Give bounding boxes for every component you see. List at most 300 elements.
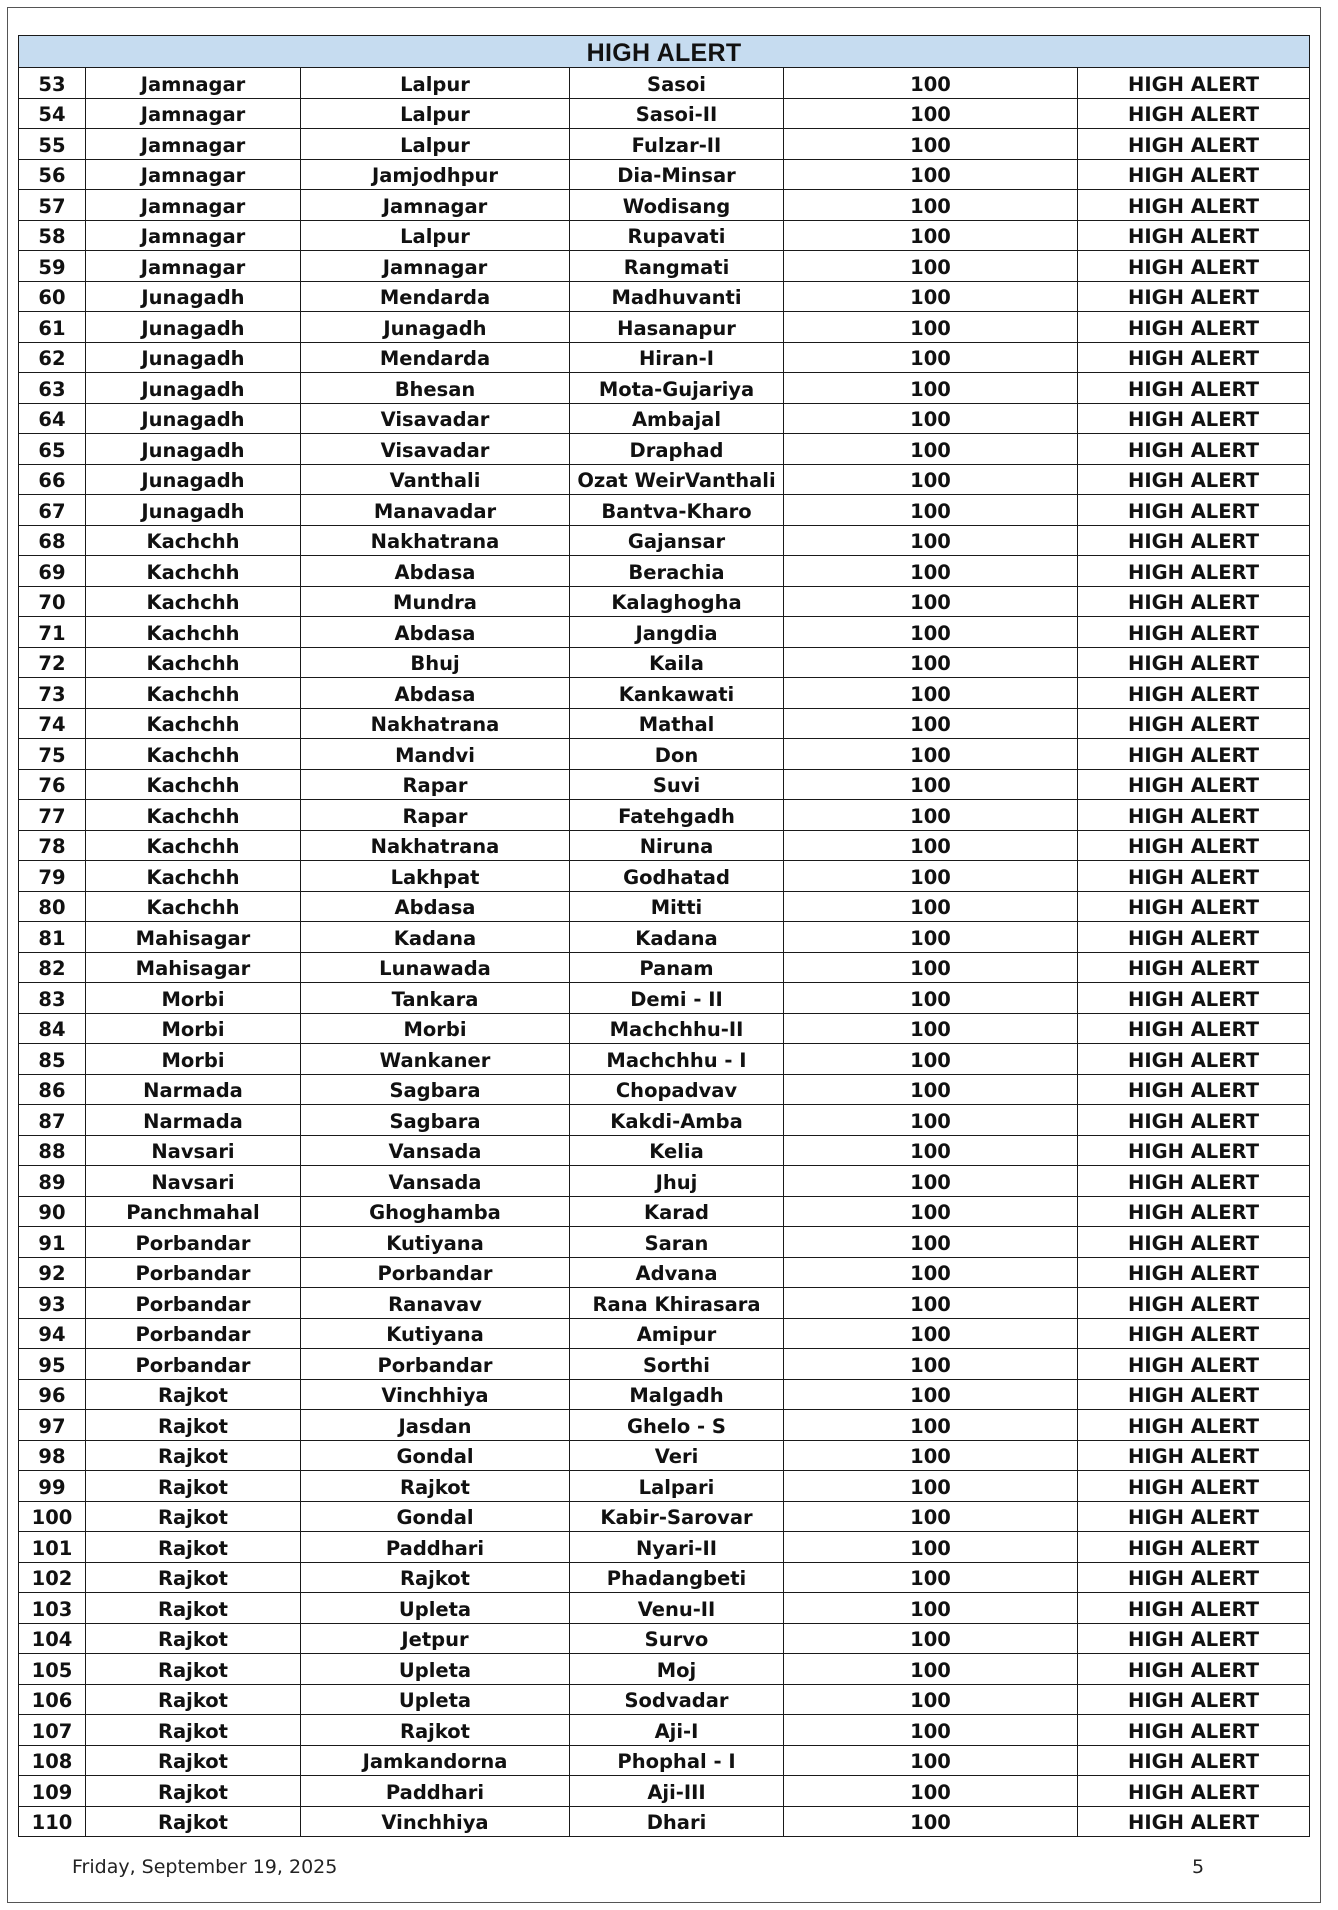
table-row (19, 434, 1310, 465)
alert-status-cell: HIGH ALERT (1078, 312, 1310, 343)
dam-name-cell: Aji-III (570, 1776, 784, 1807)
alert-status-cell: HIGH ALERT (1078, 1471, 1310, 1502)
dam-name-cell: Draphad (570, 434, 784, 465)
alert-status-cell: HIGH ALERT (1078, 373, 1310, 404)
district-cell: Kachchh (86, 647, 301, 678)
district-cell: Junagadh (86, 312, 301, 343)
table-row (19, 1654, 1310, 1685)
district-cell: Rajkot (86, 1745, 301, 1776)
row-number-cell: 79 (19, 861, 86, 892)
dam-name-cell: Nyari-II (570, 1532, 784, 1563)
alert-status-cell: HIGH ALERT (1078, 495, 1310, 526)
alert-status-cell: HIGH ALERT (1078, 861, 1310, 892)
row-number-cell: 71 (19, 617, 86, 648)
alert-status-cell: HIGH ALERT (1078, 1593, 1310, 1624)
district-cell: Junagadh (86, 342, 301, 373)
table-row (19, 1379, 1310, 1410)
taluka-cell: Visavadar (301, 434, 570, 465)
district-cell: Narmada (86, 1074, 301, 1105)
district-cell: Junagadh (86, 403, 301, 434)
dam-name-cell: Malgadh (570, 1379, 784, 1410)
percent-full-cell: 100 (784, 1654, 1078, 1685)
dam-name-cell: Dia-Minsar (570, 159, 784, 190)
dam-name-cell: Berachia (570, 556, 784, 587)
taluka-cell: Mendarda (301, 342, 570, 373)
district-cell: Jamnagar (86, 129, 301, 160)
row-number-cell: 75 (19, 739, 86, 770)
table-row (19, 678, 1310, 709)
taluka-cell: Jamkandorna (301, 1745, 570, 1776)
alert-status-cell: HIGH ALERT (1078, 434, 1310, 465)
taluka-cell: Morbi (301, 1013, 570, 1044)
table-row (19, 922, 1310, 953)
district-cell: Kachchh (86, 556, 301, 587)
district-cell: Junagadh (86, 434, 301, 465)
district-cell: Rajkot (86, 1654, 301, 1685)
district-cell: Rajkot (86, 1562, 301, 1593)
table-row (19, 708, 1310, 739)
percent-full-cell: 100 (784, 617, 1078, 648)
district-cell: Panchmahal (86, 1196, 301, 1227)
district-cell: Jamnagar (86, 159, 301, 190)
dam-name-cell: Kakdi-Amba (570, 1105, 784, 1136)
dam-name-cell: Aji-I (570, 1715, 784, 1746)
district-cell: Kachchh (86, 617, 301, 648)
table-row (19, 1349, 1310, 1380)
alert-status-cell: HIGH ALERT (1078, 1806, 1310, 1837)
percent-full-cell: 100 (784, 1471, 1078, 1502)
district-cell: Kachchh (86, 830, 301, 861)
district-cell: Navsari (86, 1166, 301, 1197)
district-cell: Rajkot (86, 1532, 301, 1563)
row-number-cell: 62 (19, 342, 86, 373)
row-number-cell: 56 (19, 159, 86, 190)
dam-name-cell: Veri (570, 1440, 784, 1471)
taluka-cell: Sagbara (301, 1074, 570, 1105)
alert-status-cell: HIGH ALERT (1078, 281, 1310, 312)
percent-full-cell: 100 (784, 342, 1078, 373)
dam-name-cell: Phadangbeti (570, 1562, 784, 1593)
taluka-cell: Lalpur (301, 129, 570, 160)
taluka-cell: Vansada (301, 1166, 570, 1197)
district-cell: Rajkot (86, 1379, 301, 1410)
alert-status-cell: HIGH ALERT (1078, 220, 1310, 251)
row-number-cell: 58 (19, 220, 86, 251)
alert-status-cell: HIGH ALERT (1078, 1410, 1310, 1441)
district-cell: Rajkot (86, 1684, 301, 1715)
district-cell: Narmada (86, 1105, 301, 1136)
dam-name-cell: Hasanapur (570, 312, 784, 343)
row-number-cell: 66 (19, 464, 86, 495)
percent-full-cell: 100 (784, 281, 1078, 312)
taluka-cell: Porbandar (301, 1257, 570, 1288)
taluka-cell: Mandvi (301, 739, 570, 770)
row-number-cell: 98 (19, 1440, 86, 1471)
district-cell: Mahisagar (86, 922, 301, 953)
percent-full-cell: 100 (784, 1196, 1078, 1227)
table-row (19, 68, 1310, 99)
table-row (19, 1257, 1310, 1288)
dam-name-cell: Machchhu-II (570, 1013, 784, 1044)
percent-full-cell: 100 (784, 1288, 1078, 1319)
dam-name-cell: Phophal - I (570, 1745, 784, 1776)
row-number-cell: 85 (19, 1044, 86, 1075)
taluka-cell: Nakhatrana (301, 708, 570, 739)
taluka-cell: Paddhari (301, 1776, 570, 1807)
percent-full-cell: 100 (784, 556, 1078, 587)
district-cell: Morbi (86, 983, 301, 1014)
dam-name-cell: Kabir-Sarovar (570, 1501, 784, 1532)
percent-full-cell: 100 (784, 220, 1078, 251)
percent-full-cell: 100 (784, 525, 1078, 556)
taluka-cell: Gondal (301, 1440, 570, 1471)
table-row (19, 1440, 1310, 1471)
row-number-cell: 61 (19, 312, 86, 343)
district-cell: Kachchh (86, 739, 301, 770)
dam-name-cell: Suvi (570, 769, 784, 800)
dam-name-cell: Saran (570, 1227, 784, 1258)
percent-full-cell: 100 (784, 68, 1078, 99)
alert-status-cell: HIGH ALERT (1078, 1044, 1310, 1075)
table-row (19, 1196, 1310, 1227)
table-row (19, 98, 1310, 129)
percent-full-cell: 100 (784, 1227, 1078, 1258)
alert-status-cell: HIGH ALERT (1078, 1318, 1310, 1349)
district-cell: Kachchh (86, 678, 301, 709)
row-number-cell: 100 (19, 1501, 86, 1532)
percent-full-cell: 100 (784, 800, 1078, 831)
table-row (19, 983, 1310, 1014)
alert-status-cell: HIGH ALERT (1078, 830, 1310, 861)
dam-name-cell: Venu-II (570, 1593, 784, 1624)
row-number-cell: 54 (19, 98, 86, 129)
district-cell: Morbi (86, 1013, 301, 1044)
dam-name-cell: Kaila (570, 647, 784, 678)
alert-status-cell: HIGH ALERT (1078, 525, 1310, 556)
alert-status-cell: HIGH ALERT (1078, 159, 1310, 190)
percent-full-cell: 100 (784, 159, 1078, 190)
taluka-cell: Vinchhiya (301, 1379, 570, 1410)
table-row (19, 1227, 1310, 1258)
percent-full-cell: 100 (784, 1532, 1078, 1563)
taluka-cell: Wankaner (301, 1044, 570, 1075)
district-cell: Rajkot (86, 1471, 301, 1502)
taluka-cell: Abdasa (301, 617, 570, 648)
alert-status-cell: HIGH ALERT (1078, 1013, 1310, 1044)
row-number-cell: 102 (19, 1562, 86, 1593)
row-number-cell: 103 (19, 1593, 86, 1624)
district-cell: Kachchh (86, 800, 301, 831)
table-row (19, 952, 1310, 983)
taluka-cell: Upleta (301, 1654, 570, 1685)
dam-name-cell: Jangdia (570, 617, 784, 648)
district-cell: Junagadh (86, 281, 301, 312)
percent-full-cell: 100 (784, 495, 1078, 526)
percent-full-cell: 100 (784, 190, 1078, 221)
dam-name-cell: Lalpari (570, 1471, 784, 1502)
alert-status-cell: HIGH ALERT (1078, 617, 1310, 648)
taluka-cell: Lalpur (301, 220, 570, 251)
dam-name-cell: Sorthi (570, 1349, 784, 1380)
dam-name-cell: Amipur (570, 1318, 784, 1349)
dam-name-cell: Demi - II (570, 983, 784, 1014)
district-cell: Jamnagar (86, 251, 301, 282)
alert-status-cell: HIGH ALERT (1078, 1227, 1310, 1258)
alert-status-cell: HIGH ALERT (1078, 1379, 1310, 1410)
dam-name-cell: Rangmati (570, 251, 784, 282)
percent-full-cell: 100 (784, 1166, 1078, 1197)
percent-full-cell: 100 (784, 647, 1078, 678)
alert-status-cell: HIGH ALERT (1078, 678, 1310, 709)
dam-name-cell: Sasoi-II (570, 98, 784, 129)
alert-status-cell: HIGH ALERT (1078, 983, 1310, 1014)
alert-status-cell: HIGH ALERT (1078, 1349, 1310, 1380)
taluka-cell: Rajkot (301, 1471, 570, 1502)
row-number-cell: 97 (19, 1410, 86, 1441)
taluka-cell: Rajkot (301, 1562, 570, 1593)
dam-name-cell: Chopadvav (570, 1074, 784, 1105)
table-row (19, 342, 1310, 373)
district-cell: Kachchh (86, 769, 301, 800)
row-number-cell: 107 (19, 1715, 86, 1746)
table-row (19, 159, 1310, 190)
district-cell: Rajkot (86, 1440, 301, 1471)
row-number-cell: 99 (19, 1471, 86, 1502)
dam-name-cell: Machchhu - I (570, 1044, 784, 1075)
dam-name-cell: Ambajal (570, 403, 784, 434)
alert-status-cell: HIGH ALERT (1078, 98, 1310, 129)
table-row (19, 403, 1310, 434)
row-number-cell: 53 (19, 68, 86, 99)
alert-status-cell: HIGH ALERT (1078, 800, 1310, 831)
alert-status-cell: HIGH ALERT (1078, 1196, 1310, 1227)
table-row (19, 1715, 1310, 1746)
alert-status-cell: HIGH ALERT (1078, 891, 1310, 922)
taluka-cell: Porbandar (301, 1349, 570, 1380)
percent-full-cell: 100 (784, 1562, 1078, 1593)
percent-full-cell: 100 (784, 1257, 1078, 1288)
district-cell: Jamnagar (86, 68, 301, 99)
percent-full-cell: 100 (784, 1776, 1078, 1807)
table-row (19, 464, 1310, 495)
taluka-cell: Rapar (301, 769, 570, 800)
dam-name-cell: Mota-Gujariya (570, 373, 784, 404)
table-row (19, 830, 1310, 861)
row-number-cell: 90 (19, 1196, 86, 1227)
alert-status-cell: HIGH ALERT (1078, 586, 1310, 617)
taluka-cell: Jasdan (301, 1410, 570, 1441)
percent-full-cell: 100 (784, 678, 1078, 709)
high-alert-table (18, 35, 1310, 1837)
row-number-cell: 69 (19, 556, 86, 587)
dam-name-cell: Kelia (570, 1135, 784, 1166)
district-cell: Kachchh (86, 586, 301, 617)
table-row (19, 1806, 1310, 1837)
table-row (19, 1074, 1310, 1105)
percent-full-cell: 100 (784, 1745, 1078, 1776)
district-cell: Porbandar (86, 1288, 301, 1319)
percent-full-cell: 100 (784, 1349, 1078, 1380)
taluka-cell: Nakhatrana (301, 830, 570, 861)
row-number-cell: 88 (19, 1135, 86, 1166)
table-row (19, 800, 1310, 831)
table-title: HIGH ALERT (19, 36, 1310, 68)
table-row (19, 1501, 1310, 1532)
row-number-cell: 101 (19, 1532, 86, 1563)
taluka-cell: Vinchhiya (301, 1806, 570, 1837)
district-cell: Junagadh (86, 464, 301, 495)
table-row (19, 1684, 1310, 1715)
dam-name-cell: Kalaghogha (570, 586, 784, 617)
alert-status-cell: HIGH ALERT (1078, 464, 1310, 495)
row-number-cell: 82 (19, 952, 86, 983)
district-cell: Junagadh (86, 373, 301, 404)
district-cell: Porbandar (86, 1227, 301, 1258)
district-cell: Rajkot (86, 1623, 301, 1654)
row-number-cell: 89 (19, 1166, 86, 1197)
taluka-cell: Vanthali (301, 464, 570, 495)
table-row (19, 1745, 1310, 1776)
alert-status-cell: HIGH ALERT (1078, 739, 1310, 770)
alert-status-cell: HIGH ALERT (1078, 952, 1310, 983)
percent-full-cell: 100 (784, 1440, 1078, 1471)
district-cell: Mahisagar (86, 952, 301, 983)
alert-status-cell: HIGH ALERT (1078, 769, 1310, 800)
district-cell: Rajkot (86, 1715, 301, 1746)
percent-full-cell: 100 (784, 1593, 1078, 1624)
alert-status-cell: HIGH ALERT (1078, 251, 1310, 282)
percent-full-cell: 100 (784, 1013, 1078, 1044)
dam-name-cell: Jhuj (570, 1166, 784, 1197)
table-row (19, 861, 1310, 892)
alert-status-cell: HIGH ALERT (1078, 922, 1310, 953)
row-number-cell: 109 (19, 1776, 86, 1807)
dam-name-cell: Mathal (570, 708, 784, 739)
row-number-cell: 108 (19, 1745, 86, 1776)
taluka-cell: Kutiyana (301, 1227, 570, 1258)
row-number-cell: 80 (19, 891, 86, 922)
percent-full-cell: 100 (784, 983, 1078, 1014)
taluka-cell: Bhuj (301, 647, 570, 678)
alert-status-cell: HIGH ALERT (1078, 1745, 1310, 1776)
row-number-cell: 110 (19, 1806, 86, 1837)
percent-full-cell: 100 (784, 708, 1078, 739)
percent-full-cell: 100 (784, 739, 1078, 770)
alert-status-cell: HIGH ALERT (1078, 68, 1310, 99)
percent-full-cell: 100 (784, 769, 1078, 800)
taluka-cell: Sagbara (301, 1105, 570, 1136)
district-cell: Jamnagar (86, 190, 301, 221)
row-number-cell: 77 (19, 800, 86, 831)
dam-name-cell: Panam (570, 952, 784, 983)
table-row (19, 1776, 1310, 1807)
taluka-cell: Vansada (301, 1135, 570, 1166)
percent-full-cell: 100 (784, 403, 1078, 434)
row-number-cell: 68 (19, 525, 86, 556)
alert-status-cell: HIGH ALERT (1078, 1715, 1310, 1746)
district-cell: Kachchh (86, 525, 301, 556)
taluka-cell: Jamjodhpur (301, 159, 570, 190)
alert-status-cell: HIGH ALERT (1078, 1105, 1310, 1136)
dam-name-cell: Karad (570, 1196, 784, 1227)
taluka-cell: Abdasa (301, 891, 570, 922)
row-number-cell: 105 (19, 1654, 86, 1685)
percent-full-cell: 100 (784, 861, 1078, 892)
dam-name-cell: Gajansar (570, 525, 784, 556)
taluka-cell: Tankara (301, 983, 570, 1014)
row-number-cell: 87 (19, 1105, 86, 1136)
alert-status-cell: HIGH ALERT (1078, 1288, 1310, 1319)
row-number-cell: 59 (19, 251, 86, 282)
table-title-row (19, 36, 1310, 68)
district-cell: Porbandar (86, 1318, 301, 1349)
alert-status-cell: HIGH ALERT (1078, 403, 1310, 434)
alert-status-cell: HIGH ALERT (1078, 1654, 1310, 1685)
dam-name-cell: Survo (570, 1623, 784, 1654)
table-row (19, 220, 1310, 251)
alert-status-cell: HIGH ALERT (1078, 1257, 1310, 1288)
table-row (19, 891, 1310, 922)
district-cell: Junagadh (86, 495, 301, 526)
percent-full-cell: 100 (784, 1715, 1078, 1746)
alert-status-cell: HIGH ALERT (1078, 1135, 1310, 1166)
taluka-cell: Abdasa (301, 678, 570, 709)
taluka-cell: Lunawada (301, 952, 570, 983)
page-number: 5 (1192, 1856, 1205, 1878)
district-cell: Kachchh (86, 708, 301, 739)
percent-full-cell: 100 (784, 830, 1078, 861)
dam-name-cell: Bantva-Kharo (570, 495, 784, 526)
table-row (19, 1623, 1310, 1654)
percent-full-cell: 100 (784, 1623, 1078, 1654)
row-number-cell: 63 (19, 373, 86, 404)
high-alert-table-container (18, 35, 1309, 1837)
table-row (19, 525, 1310, 556)
table-row (19, 1410, 1310, 1441)
taluka-cell: Jamnagar (301, 190, 570, 221)
dam-name-cell: Niruna (570, 830, 784, 861)
percent-full-cell: 100 (784, 98, 1078, 129)
taluka-cell: Visavadar (301, 403, 570, 434)
percent-full-cell: 100 (784, 129, 1078, 160)
percent-full-cell: 100 (784, 1318, 1078, 1349)
dam-name-cell: Kankawati (570, 678, 784, 709)
table-row (19, 586, 1310, 617)
district-cell: Rajkot (86, 1501, 301, 1532)
dam-name-cell: Ghelo - S (570, 1410, 784, 1441)
district-cell: Rajkot (86, 1410, 301, 1441)
footer-date: Friday, September 19, 2025 (72, 1856, 338, 1878)
dam-name-cell: Hiran-I (570, 342, 784, 373)
table-row (19, 251, 1310, 282)
row-number-cell: 96 (19, 1379, 86, 1410)
table-row (19, 1166, 1310, 1197)
district-cell: Jamnagar (86, 220, 301, 251)
alert-status-cell: HIGH ALERT (1078, 1166, 1310, 1197)
row-number-cell: 106 (19, 1684, 86, 1715)
taluka-cell: Paddhari (301, 1532, 570, 1563)
table-row (19, 1288, 1310, 1319)
table-row (19, 281, 1310, 312)
table-row (19, 1532, 1310, 1563)
district-cell: Kachchh (86, 861, 301, 892)
dam-name-cell: Sodvadar (570, 1684, 784, 1715)
percent-full-cell: 100 (784, 1806, 1078, 1837)
row-number-cell: 78 (19, 830, 86, 861)
row-number-cell: 73 (19, 678, 86, 709)
dam-name-cell: Rupavati (570, 220, 784, 251)
alert-status-cell: HIGH ALERT (1078, 556, 1310, 587)
